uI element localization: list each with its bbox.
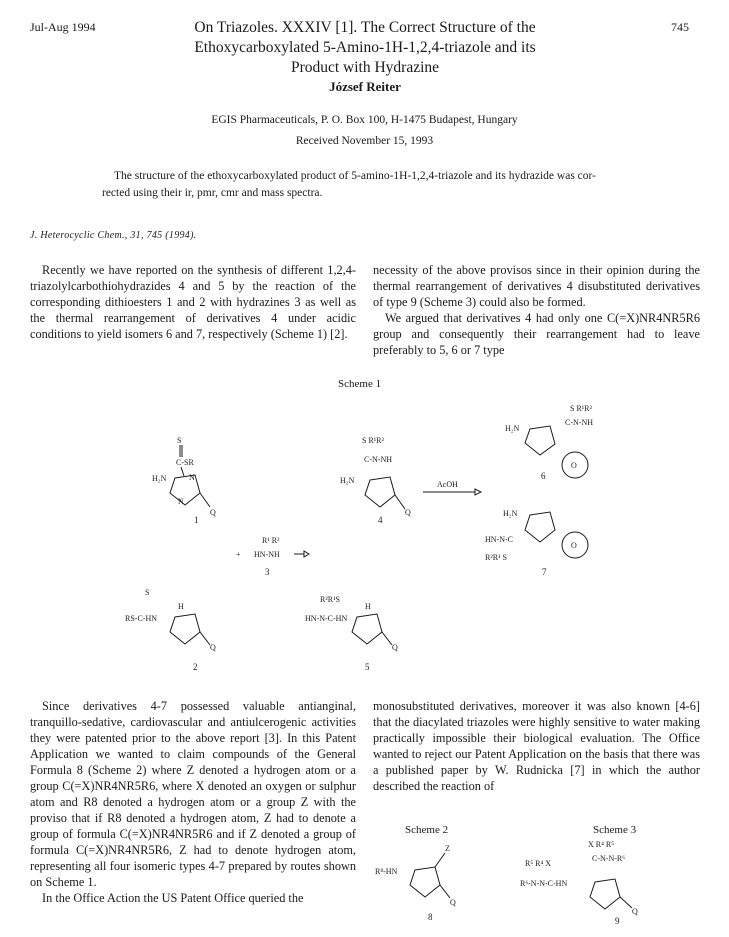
compound-7-structure: [485, 509, 588, 562]
svg-text:S R¹R²: S R¹R²: [570, 404, 592, 413]
title-line-3: Product with Hydrazine: [290, 59, 440, 76]
svg-text:RS-C-HN: RS-C-HN: [125, 614, 158, 623]
body-column-left-bottom: [30, 698, 356, 906]
svg-text:C-N-NH: C-N-NH: [565, 418, 593, 427]
compound-8-structure: [375, 844, 456, 907]
compound-3-structure: [236, 536, 309, 559]
svg-text:Q: Q: [632, 907, 638, 916]
citation: J. Heterocyclic Chem., 31, 745 (1994).: [30, 230, 197, 241]
svg-text:R⁵ R⁴ X: R⁵ R⁴ X: [525, 859, 552, 868]
paragraph: monosubstituted derivatives, moreover it was also known [4-6] that the diacylated triazoles were highly sensitive to water making practically impossible their biological evaluation. The Office wanted to reject our Patent Application on the basis that there was a published paper by W. Rudnicka [7] in which the author described the reaction of: [373, 699, 700, 793]
journal-date: Jul-Aug 1994: [30, 20, 96, 34]
svg-text:R²R¹ S: R²R¹ S: [485, 553, 507, 562]
compound-2-structure: [125, 588, 216, 652]
svg-text:R²R¹S: R²R¹S: [320, 595, 340, 604]
svg-text:+: +: [236, 550, 241, 559]
svg-text:HN-N-C: HN-N-C: [485, 535, 513, 544]
svg-text:H₂N: H₂N: [503, 509, 518, 518]
svg-text:S R¹R²: S R¹R²: [362, 436, 384, 445]
paragraph: necessity of the above provisos since in their opinion during the thermal rearrangement of derivatives 4 disubstituted derivatives of type 9 (Scheme 3) could also be formed.: [373, 263, 700, 309]
scheme-3-label: Scheme 3: [593, 824, 637, 836]
compound-9-structure: [520, 840, 638, 916]
svg-text:H₂N: H₂N: [152, 474, 167, 483]
compound-2-number: 2: [193, 662, 198, 672]
compound-5-number: 5: [365, 662, 370, 672]
scheme-1-label: Scheme 1: [338, 378, 382, 390]
paragraph: We argued that derivatives 4 had only one C(=X)NR4NR5R6 group and consequently their rearrangement had to leave preferably to 5, 6 or 7 type: [373, 311, 700, 357]
svg-text:C-N-N-R⁶: C-N-N-R⁶: [592, 854, 626, 863]
svg-text:HN-NH: HN-NH: [254, 550, 280, 559]
svg-text:Q: Q: [405, 508, 411, 517]
svg-text:R⁸-HN: R⁸-HN: [375, 867, 398, 876]
compound-4-number: 4: [378, 515, 383, 525]
page-number: 745: [671, 20, 689, 34]
title-line-1: On Triazoles. XXXIV [1]. The Correct Structure of the: [194, 19, 536, 36]
svg-text:Q: Q: [210, 508, 216, 517]
affiliation: EGIS Pharmaceuticals, P. O. Box 100, H-1475 Budapest, Hungary: [211, 114, 518, 126]
svg-text:Q: Q: [210, 643, 216, 652]
compound-8-number: 8: [428, 912, 433, 922]
svg-text:Q: Q: [450, 898, 456, 907]
compound-6-structure: [505, 404, 593, 478]
paragraph: Since derivatives 4-7 possessed valuable antianginal, tranquillo-sedative, cardiovascular and antiulcerogenic activities they were patented prior to the above report [3]. In this Patent Application we wanted to claim compounds of the General Formula 8 (Scheme 2) where Z denoted a hydrogen atom or a group C(=X)NR4NR5R6, where X denoted an oxygen or sulphur atom and R8 denoted a hydrogen atom or a group Z with the proviso that if R8 denoted a hydrogen atom, Z had to denote a group of formula C(=X)NR4NR5R6 and if Z denoted a group of formula C(=X)NR4NR5R6, Z had to denote hydrogen atom, representing all four isomeric types 4-7 prepared by routes shown on Scheme 1.: [30, 699, 356, 889]
paragraph: In the Office Action the US Patent Office queried the: [42, 891, 304, 905]
svg-text:Z: Z: [445, 844, 450, 853]
svg-text:H₂N: H₂N: [505, 424, 520, 433]
paragraph: Recently we have reported on the synthesis of different 1,2,4-triazolylcarbothiohydrazides 4 and 5 by the reaction of the corresponding dithioesters 1 and 2 with hydrazines 3 as well as the thermal rearrangement of derivatives 4 under acidic conditions to yield isomers 6 and 7, respectively (Scheme 1) [2].: [30, 263, 356, 341]
compound-3-number: 3: [265, 567, 270, 577]
svg-text:H: H: [365, 602, 371, 611]
svg-text:N: N: [189, 473, 195, 482]
svg-text:Q: Q: [392, 643, 398, 652]
abstract: [102, 168, 632, 202]
svg-text:R¹ R²: R¹ R²: [262, 536, 280, 545]
scheme-1-figure: [0, 395, 729, 685]
svg-text:R⁶-N-N-C-HN: R⁶-N-N-C-HN: [520, 879, 568, 888]
article-title: [160, 18, 570, 78]
schemes-2-3-figure: [370, 838, 710, 930]
scheme-2-label: Scheme 2: [405, 824, 449, 836]
svg-text:C-N-NH: C-N-NH: [364, 455, 392, 464]
affiliation-block: [100, 110, 629, 152]
body-column-right-bottom: [373, 698, 700, 794]
abstract-line-1: The structure of the ethoxycarboxylated product of 5-amino-1H-1,2,4-triazole and its hydrazide was cor-: [114, 170, 596, 182]
svg-text:O: O: [571, 461, 577, 470]
author: József Reiter: [329, 79, 401, 94]
svg-text:O: O: [571, 541, 577, 550]
reaction-arrow: [423, 489, 481, 495]
compound-6-number: 6: [541, 471, 546, 481]
svg-text:S: S: [145, 588, 150, 597]
svg-text:N: N: [178, 497, 184, 506]
compound-9-number: 9: [615, 916, 620, 926]
svg-text:H: H: [178, 602, 184, 611]
reagent-label: AcOH: [437, 480, 458, 489]
svg-text:S: S: [177, 436, 182, 445]
compound-5-structure: [305, 595, 398, 652]
received-date: Received November 15, 1993: [295, 135, 434, 147]
svg-text:X R⁴ R⁵: X R⁴ R⁵: [588, 840, 615, 849]
compound-4-structure: [340, 436, 411, 517]
body-column-left-top: [30, 262, 356, 342]
compound-7-number: 7: [542, 567, 547, 577]
svg-text:C-SR: C-SR: [176, 458, 194, 467]
title-line-2: Ethoxycarboxylated 5-Amino-1H-1,2,4-triazole and its: [194, 39, 536, 56]
svg-text:HN-N-C-HN: HN-N-C-HN: [305, 614, 348, 623]
compound-1-structure: [152, 436, 216, 517]
compound-1-number: 1: [194, 515, 199, 525]
body-column-right-top: [373, 262, 700, 358]
abstract-line-2: rected using their ir, pmr, cmr and mass spectra.: [102, 187, 323, 199]
svg-text:H₂N: H₂N: [340, 476, 355, 485]
